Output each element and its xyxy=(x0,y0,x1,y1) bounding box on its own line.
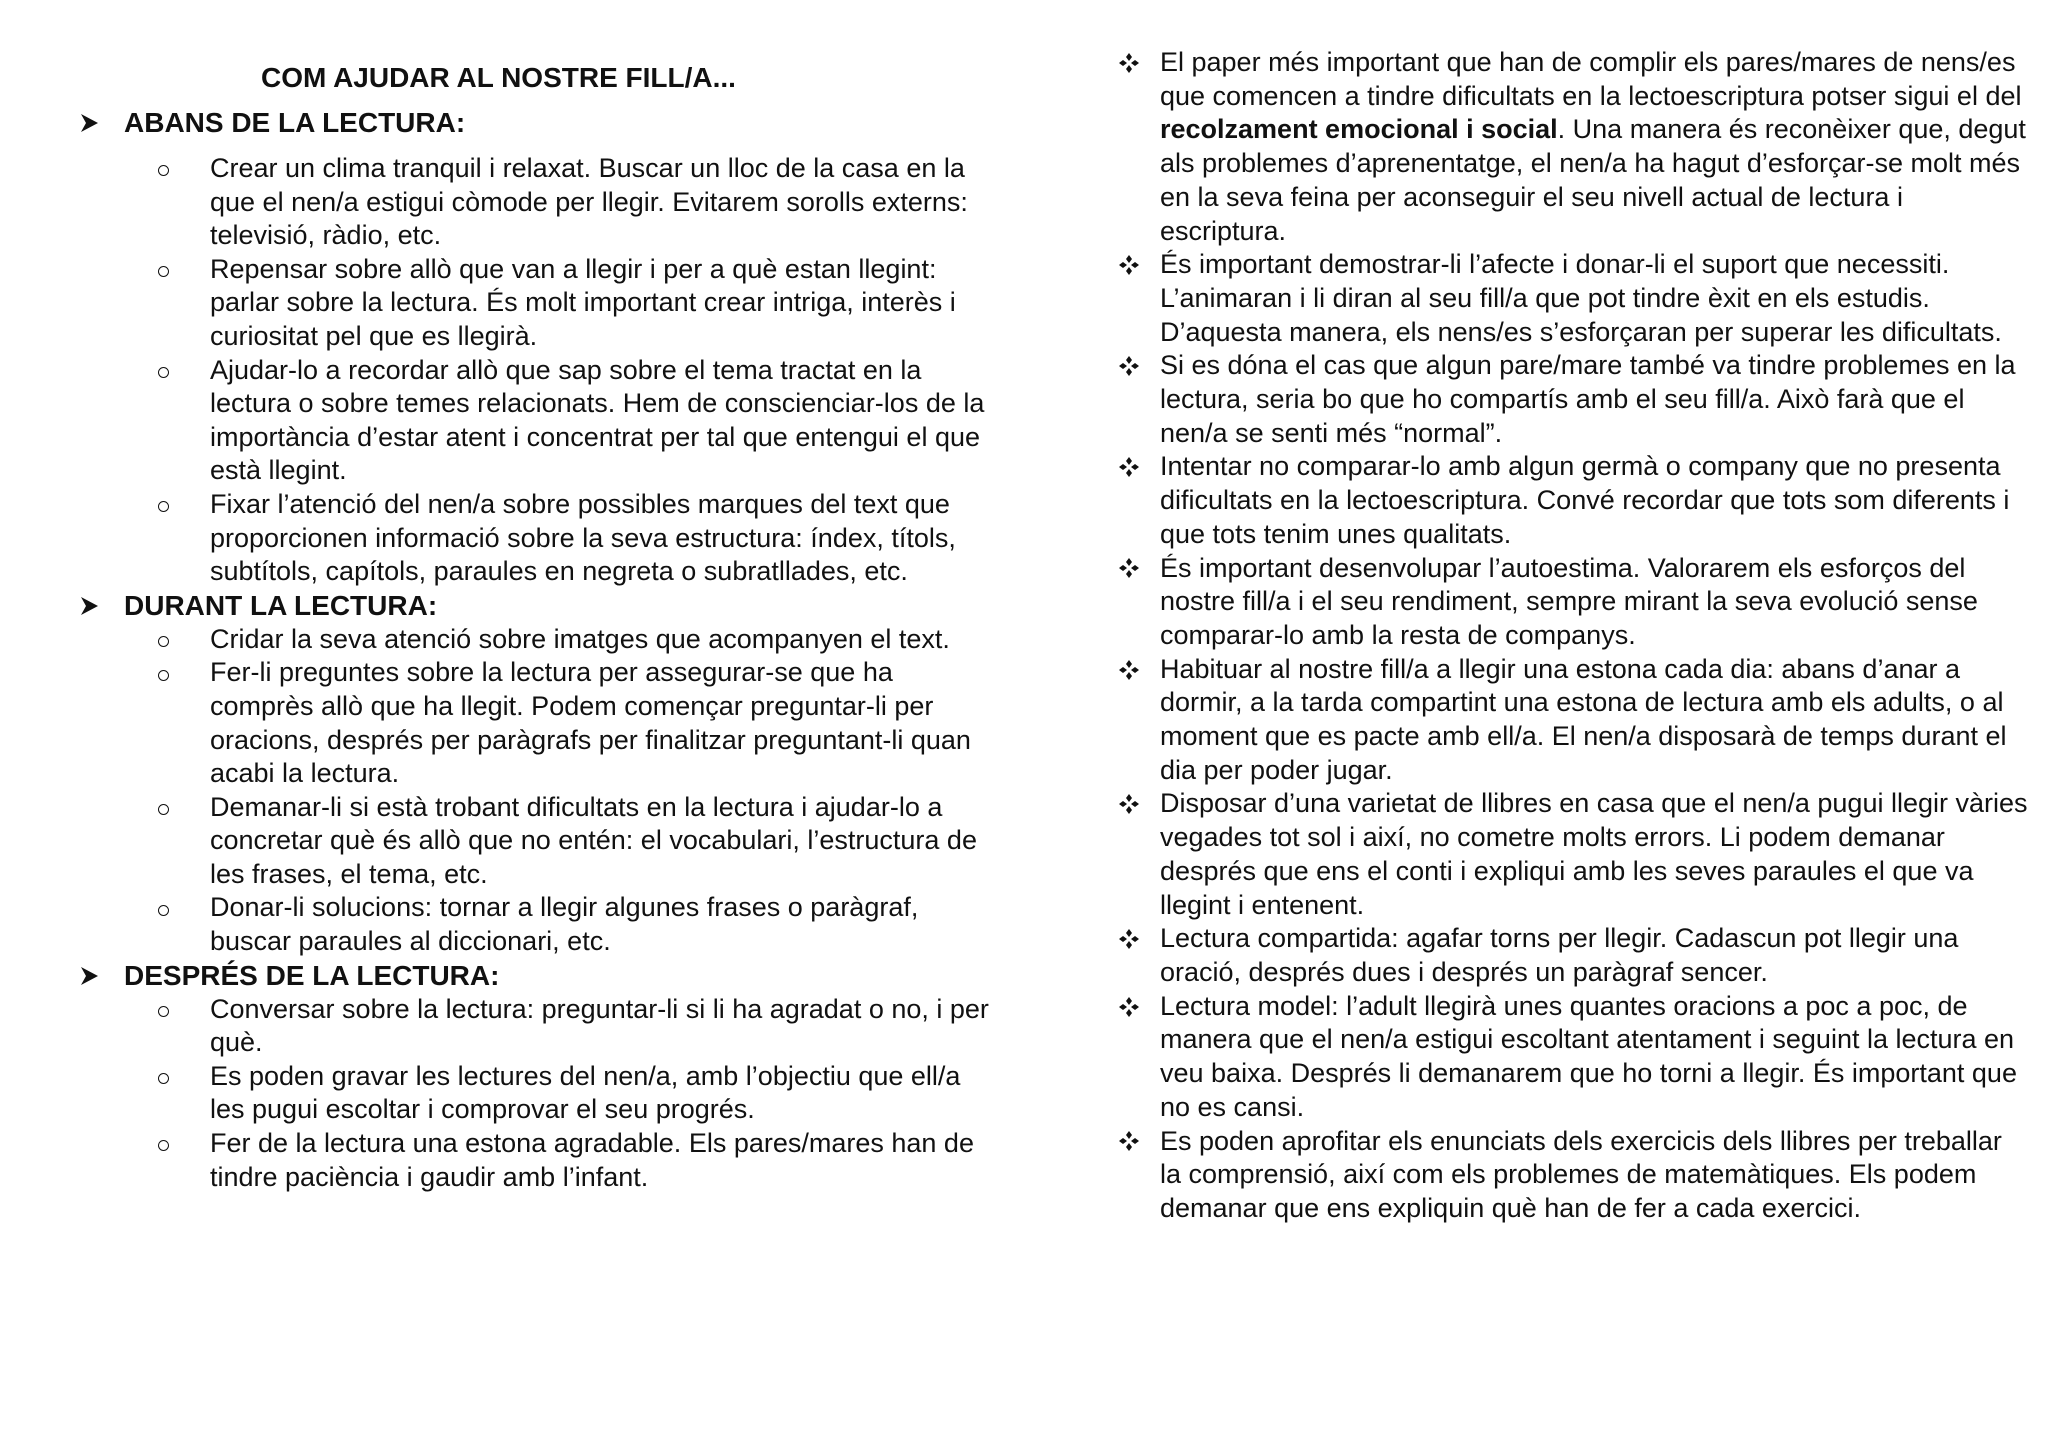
four-diamond-bullet-icon xyxy=(1118,928,1140,950)
arrowhead-bullet-icon xyxy=(78,965,100,987)
four-diamond-bullet-icon xyxy=(1118,254,1140,276)
list-item: És important desenvolupar l’autoestima. Valorarem els esforços del nostre fill/a i el seu rendiment, sempre mirant la seva evolució sense comparar-lo amb la resta de companys. xyxy=(1118,552,2030,653)
arrowhead-bullet-icon xyxy=(78,595,100,617)
section-list-abans xyxy=(78,152,998,589)
list-item: Ajudar-lo a recordar allò que sap sobre el tema tractat en la lectura o sobre temes relacionats. Hem de conscienciar-los de la importància d’estar atent i concentrat per tal que entengui el que està llegint. xyxy=(158,354,998,488)
section-heading-text: DURANT LA LECTURA: xyxy=(124,589,438,621)
left-column xyxy=(78,58,998,1194)
circle-bullet-icon xyxy=(158,165,169,176)
list-item: Donar-li solucions: tornar a llegir algunes frases o paràgraf, buscar paraules al diccionari, etc. xyxy=(158,891,998,958)
list-item: Repensar sobre allò que van a llegir i per a què estan llegint: parlar sobre la lectura. És molt important crear intriga, interès i curiositat pel que es llegirà. xyxy=(158,253,998,354)
circle-bullet-icon xyxy=(158,367,169,378)
section-list-despres xyxy=(78,993,998,1195)
circle-bullet-icon xyxy=(158,1140,169,1151)
list-item: Habituar al nostre fill/a a llegir una estona cada dia: abans d’anar a dormir, a la tarda compartint una estona de lectura amb els adults, o al moment que es pacte amb ell/a. El nen/a disposarà de temps durant el dia per poder jugar. xyxy=(1118,653,2030,788)
arrowhead-bullet-icon xyxy=(78,112,100,134)
document-title: COM AJUDAR AL NOSTRE FILL/A... xyxy=(261,62,736,93)
four-diamond-bullet-icon xyxy=(1118,793,1140,815)
list-item: Lectura model: l’adult llegirà unes quantes oracions a poc a poc, de manera que el nen/a estigui escoltant atentament i seguint la lectura en veu baixa. Després li demanarem que ho torni a llegir. És important que no es cansi. xyxy=(1118,990,2030,1125)
four-diamond-bullet-icon xyxy=(1118,52,1140,74)
list-item: Es poden gravar les lectures del nen/a, amb l’objectiu que ell/a les pugui escoltar i comprovar el seu progrés. xyxy=(158,1060,998,1127)
emphasis-text: recolzament emocional i social xyxy=(1160,114,1558,145)
four-diamond-bullet-icon xyxy=(1118,456,1140,478)
four-diamond-bullet-icon xyxy=(1118,1130,1140,1152)
list-item: Intentar no comparar-lo amb algun germà o company que no presenta dificultats en la lectoescriptura. Convé recordar que tots som diferents i que tots tenim unes qualitats. xyxy=(1118,450,2030,551)
tips-list xyxy=(1118,46,2030,1226)
section-heading-despres xyxy=(78,959,998,993)
four-diamond-bullet-icon xyxy=(1118,557,1140,579)
list-item: El paper més important que han de complir els pares/mares de nens/es que comencen a tindre dificultats en la lectoescriptura potser sigui el del recolzament emocional i social. Una manera és reconèixer que, degut als problemes d’aprenentatge, el nen/a ha hagut d’esforçar-se molt més en la seva feina per aconseguir el seu nivell actual de lectura i escriptura. xyxy=(1118,46,2030,248)
list-item: Fixar l’atenció del nen/a sobre possibles marques del text que proporcionen informació sobre la seva estructura: índex, títols, subtítols, capítols, paraules en negreta o subratllades, etc. xyxy=(158,488,998,589)
section-heading-text: ABANS DE LA LECTURA: xyxy=(124,107,466,138)
list-item: Demanar-li si està trobant dificultats en la lectura i ajudar-lo a concretar què és allò que no entén: el vocabulari, l’estructura de les frases, el tema, etc. xyxy=(158,791,998,892)
four-diamond-bullet-icon xyxy=(1118,996,1140,1018)
circle-bullet-icon xyxy=(158,266,169,277)
four-diamond-bullet-icon xyxy=(1118,355,1140,377)
list-item: Fer-li preguntes sobre la lectura per assegurar-se que ha comprès allò que ha llegit. Podem començar preguntar-li per oracions, després per paràgrafs per finalitzar preguntant-li quan acabi la lectura. xyxy=(158,656,998,790)
list-item: És important demostrar-li l’afecte i donar-li el suport que necessiti. L’animaran i li diran al seu fill/a que pot tindre èxit en els estudis. D’aquesta manera, els nens/es s’esforçaran per superar les dificultats. xyxy=(1118,248,2030,349)
circle-bullet-icon xyxy=(158,636,169,647)
four-diamond-bullet-icon xyxy=(1118,659,1140,681)
section-list-durant xyxy=(78,623,998,959)
section-heading-abans xyxy=(78,106,998,140)
circle-bullet-icon xyxy=(158,501,169,512)
section-heading-durant xyxy=(78,589,998,623)
list-item: Fer de la lectura una estona agradable. Els pares/mares han de tindre paciència i gaudir amb l’infant. xyxy=(158,1127,998,1194)
list-item: Crear un clima tranquil i relaxat. Buscar un lloc de la casa en la que el nen/a estigui còmode per llegir. Evitarem sorolls externs: televisió, ràdio, etc. xyxy=(158,152,998,253)
right-column xyxy=(1118,46,2030,1226)
circle-bullet-icon xyxy=(158,905,169,916)
list-item: Cridar la seva atenció sobre imatges que acompanyen el text. xyxy=(158,623,998,657)
circle-bullet-icon xyxy=(158,1073,169,1084)
list-item: Lectura compartida: agafar torns per llegir. Cadascun pot llegir una oració, després dues i després un paràgraf sencer. xyxy=(1118,922,2030,989)
circle-bullet-icon xyxy=(158,670,169,681)
list-item: Es poden aprofitar els enunciats dels exercicis dels llibres per treballar la comprensió, així com els problemes de matemàtiques. Els podem demanar que ens expliquin què han de fer a cada exercici. xyxy=(1118,1125,2030,1226)
section-heading-text: DESPRÉS DE LA LECTURA: xyxy=(124,959,500,991)
list-item: Si es dóna el cas que algun pare/mare també va tindre problemes en la lectura, seria bo que ho compartís amb el seu fill/a. Això farà que el nen/a se senti més “normal”. xyxy=(1118,349,2030,450)
list-item: Conversar sobre la lectura: preguntar-li si li ha agradat o no, i per què. xyxy=(158,993,998,1060)
circle-bullet-icon xyxy=(158,1006,169,1017)
circle-bullet-icon xyxy=(158,804,169,815)
list-item: Disposar d’una varietat de llibres en casa que el nen/a pugui llegir vàries vegades tot sol i així, no cometre molts errors. Li podem demanar després que ens el conti i expliqui amb les seves paraules el que va llegint i entenent. xyxy=(1118,787,2030,922)
